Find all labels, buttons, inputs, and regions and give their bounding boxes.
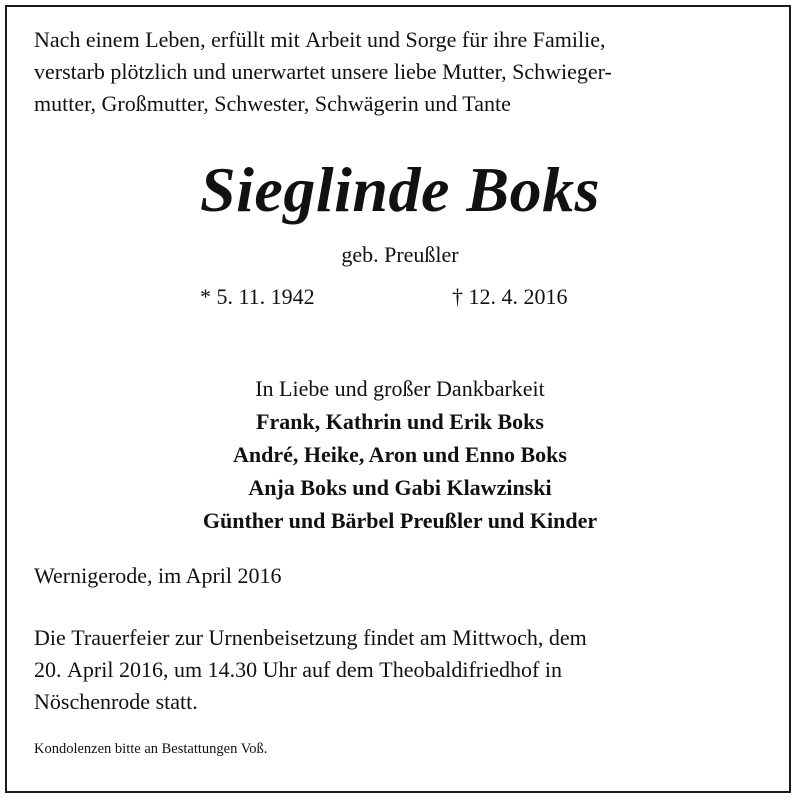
word: Familie,	[532, 27, 606, 52]
word: April	[67, 657, 114, 682]
word: mit	[270, 27, 300, 52]
word: plötzlich	[110, 59, 188, 84]
word: dem	[548, 625, 587, 650]
birth-date: * 5. 11. 1942	[200, 284, 315, 309]
word: Leben,	[145, 27, 206, 52]
mourner-name: Anja Boks und Gabi Klawzinski	[248, 475, 552, 500]
word: Urnenbeisetzung	[208, 625, 358, 650]
word: um	[173, 657, 203, 682]
word: liebe	[393, 59, 437, 84]
word: Nach	[34, 27, 81, 52]
word: auf	[302, 657, 331, 682]
word: am	[419, 625, 447, 650]
word: 20.	[34, 657, 62, 682]
word: Mutter,	[442, 59, 507, 84]
word: unerwartet	[231, 59, 326, 84]
word: und	[366, 27, 400, 52]
word: unsere	[330, 59, 389, 84]
intro-line-2	[34, 56, 766, 88]
mourner-name: Günther und Bärbel Preußler und Kinder	[202, 508, 598, 533]
condolences-note: Kondolenzen bitte an Bestattungen Voß.	[34, 741, 268, 757]
word: ihre	[493, 27, 528, 52]
word: 14.30	[207, 657, 258, 682]
funeral-line-3: Nöschenrode statt.	[34, 689, 198, 714]
funeral-line-1	[34, 622, 766, 654]
word: Mittwoch,	[452, 625, 544, 650]
word: erfüllt	[211, 27, 265, 52]
intro-text	[34, 24, 766, 120]
funeral-line-2	[34, 654, 766, 686]
word: einem	[85, 27, 140, 52]
death-date: † 12. 4. 2016	[452, 284, 568, 309]
word: Theobaldifriedhof	[379, 657, 540, 682]
word: dem	[335, 657, 374, 682]
word: findet	[363, 625, 415, 650]
funeral-info	[34, 622, 766, 718]
word: verstarb	[34, 59, 105, 84]
word: zur	[174, 625, 203, 650]
word: Uhr	[262, 657, 297, 682]
birth-name: geb. Preußler	[341, 242, 459, 267]
mourner-name: André, Heike, Aron und Enno Boks	[233, 442, 567, 467]
word: in	[544, 657, 562, 682]
word: Sorge	[405, 27, 457, 52]
mourner-name: Frank, Kathrin und Erik Boks	[256, 409, 544, 434]
word: Trauerfeier	[71, 625, 170, 650]
word: für	[461, 27, 488, 52]
word: und	[192, 59, 226, 84]
word: Schwieger-	[512, 59, 612, 84]
mourners-block	[0, 372, 800, 537]
intro-line-1	[34, 24, 766, 56]
place-date: Wernigerode, im April 2016	[34, 563, 282, 588]
intro-line-3: mutter, Großmutter, Schwester, Schwägerin und Tante	[34, 91, 511, 116]
word: 2016,	[118, 657, 169, 682]
word: Arbeit	[305, 27, 362, 52]
word: Die	[34, 625, 66, 650]
mourners-intro: In Liebe und großer Dankbarkeit	[255, 376, 545, 401]
deceased-name: Sieglinde Boks	[200, 154, 600, 225]
